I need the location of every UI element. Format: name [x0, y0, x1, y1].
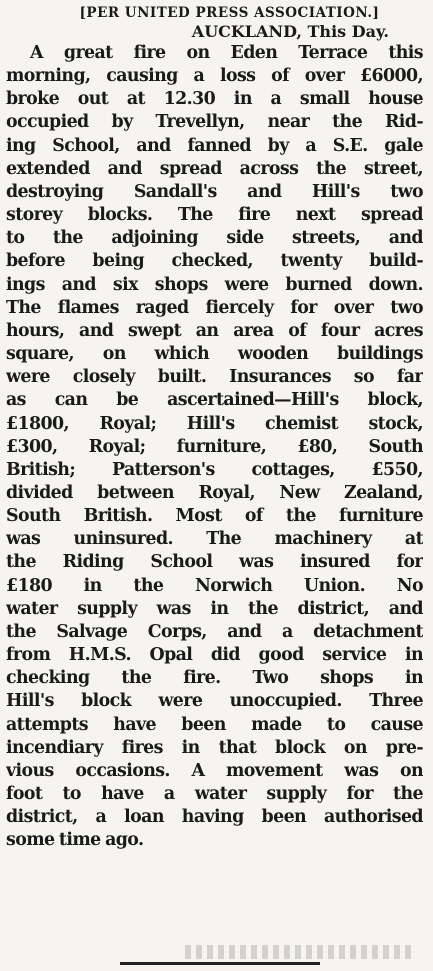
- article-line: storey blocks. The fire next spread: [6, 205, 423, 226]
- article-line: before being checked, twenty build-: [6, 251, 423, 272]
- article-line: attempts have been made to cause: [6, 714, 423, 735]
- article-line: broke out at 12.30 in a small house: [6, 89, 423, 110]
- article-line: £180 in the Norwich Union. No: [6, 575, 423, 596]
- article-line: the Salvage Corps, and a detachment: [6, 621, 423, 642]
- article-line: checking the fire. Two shops in: [6, 668, 423, 689]
- article-line: foot to have a water supply for the: [6, 784, 423, 804]
- article-line: ings and six shops were burned down.: [6, 274, 423, 295]
- article-line: extended and spread across the street,: [6, 158, 423, 179]
- article-line: £1800, Royal; Hill's chemist stock,: [6, 413, 423, 434]
- agency-dateline: [PER UNITED PRESS ASSOCIATION.]: [79, 5, 380, 21]
- column-end-rule: [120, 962, 320, 965]
- article-line: Hill's block were unoccupied. Three: [6, 691, 423, 712]
- article-line: South British. Most of the furniture: [6, 506, 423, 527]
- article-line: incendiary fires in that block on pre-: [6, 737, 423, 758]
- article-line: hours, and swept an area of four acres: [6, 320, 423, 341]
- article-line: to the adjoining side streets, and: [6, 228, 423, 249]
- article-line: destroying Sandall's and Hill's two: [6, 181, 423, 202]
- article-line: district, a loan having been authorised: [6, 807, 423, 828]
- article-line: £300, Royal; furniture, £80, South: [6, 436, 423, 457]
- article-line: from H.M.S. Opal did good service in: [6, 645, 423, 666]
- article-line: were closely built. Insurances so far: [6, 367, 423, 388]
- article-line: occupied by Trevellyn, near the Rid-: [6, 112, 423, 133]
- article-line: A great fire on Eden Terrace this: [30, 43, 423, 63]
- article-line: as can be ascertained—Hill's block,: [6, 390, 423, 411]
- bleed-through-smudge: [185, 945, 415, 959]
- place-dateline: AUCKLAND, This Day.: [191, 22, 389, 41]
- article-line: square, on which wooden buildings: [6, 344, 423, 365]
- article-body: [6, 42, 423, 852]
- article-line: water supply was in the district, and: [6, 598, 423, 619]
- article-line: The flames raged fiercely for over two: [6, 297, 423, 318]
- article-line: ing School, and fanned by a S.E. gale: [6, 135, 423, 156]
- article-line: morning, causing a loss of over £6000,: [6, 66, 423, 87]
- article-line: the Riding School was insured for: [6, 552, 423, 573]
- article-line: British; Patterson's cottages, £550,: [6, 459, 423, 480]
- article-line: divided between Royal, New Zealand,: [6, 482, 423, 503]
- article-line: some time ago.: [6, 830, 144, 851]
- article-line: vious occasions. A movement was on: [6, 760, 423, 781]
- article-line: was uninsured. The machinery at: [6, 529, 423, 550]
